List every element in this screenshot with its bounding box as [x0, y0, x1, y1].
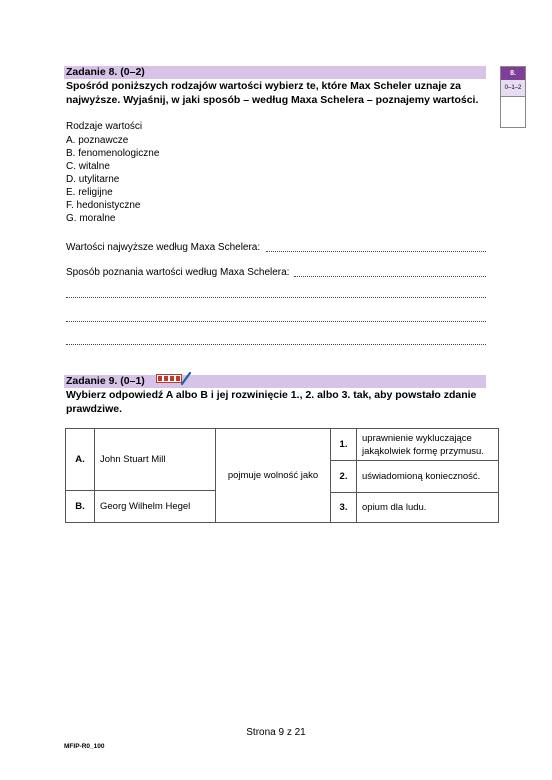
option-2-label[interactable]: 2. [331, 461, 357, 493]
answer-line[interactable] [66, 320, 486, 322]
document-code: MFIP-R0_100 [64, 743, 105, 750]
answer-table [65, 428, 499, 523]
pen-marker-icon [156, 372, 192, 386]
page-number: Strona 9 z 21 [246, 727, 306, 738]
cognition-method-label: Sposób poznania wartości według Maxa Schelera: [66, 267, 290, 278]
highest-values-label: Wartości najwyższe według Maxa Schelera: [66, 242, 261, 253]
grade-box-scale: 0–1–2 [501, 80, 525, 97]
value-option-b: B. fenomenologiczne [66, 148, 160, 159]
highest-values-answer-line[interactable] [266, 250, 486, 252]
option-1-label[interactable]: 1. [331, 429, 357, 461]
answer-line[interactable] [66, 343, 486, 345]
connector-text: pojmuje wolność jako [216, 429, 331, 523]
option-a-label[interactable]: A. [66, 429, 95, 491]
value-option-e: E. religijne [66, 187, 113, 198]
option-3-text[interactable]: opium dla ludu. [357, 493, 499, 523]
task9-title: Zadanie 9. (0–1) [66, 375, 145, 387]
option-3-label[interactable]: 3. [331, 493, 357, 523]
value-types-title: Rodzaje wartości [66, 121, 143, 132]
grade-box-field[interactable] [501, 97, 525, 127]
task9-header [64, 375, 486, 388]
grade-box [500, 66, 526, 128]
value-option-c: C. witalne [66, 161, 110, 172]
option-b-text[interactable]: Georg Wilhelm Hegel [95, 491, 216, 523]
answer-line[interactable] [66, 296, 486, 298]
value-option-d: D. utylitarne [66, 174, 120, 185]
value-option-f: F. hedonistyczne [66, 200, 141, 211]
option-a-text[interactable]: John Stuart Mill [95, 429, 216, 491]
task8-instruction: Spośród poniższych rodzajów wartości wybierz te, które Max Scheler uznaje za najwyższe. Wyjaśnij, w jaki sposób – według Maxa Schelera – poznajemy wartości. [66, 80, 479, 106]
option-1-text[interactable]: uprawnienie wykluczające jakąkolwiek formę przymusu. [357, 429, 499, 461]
value-option-g: G. moralne [66, 213, 116, 224]
task9-instruction: Wybierz odpowiedź A albo B i jej rozwinięcie 1., 2. albo 3. tak, aby powstało zdanie prawdziwe. [66, 389, 477, 415]
value-option-a: A. poznawcze [66, 135, 129, 146]
grade-box-number: 8. [501, 67, 525, 80]
option-b-label[interactable]: B. [66, 491, 95, 523]
option-2-text[interactable]: uświadomioną konieczność. [357, 461, 499, 493]
task8-header [64, 66, 486, 79]
task8-title: Zadanie 8. (0–2) [66, 66, 145, 78]
cognition-method-answer-line[interactable] [294, 275, 486, 277]
